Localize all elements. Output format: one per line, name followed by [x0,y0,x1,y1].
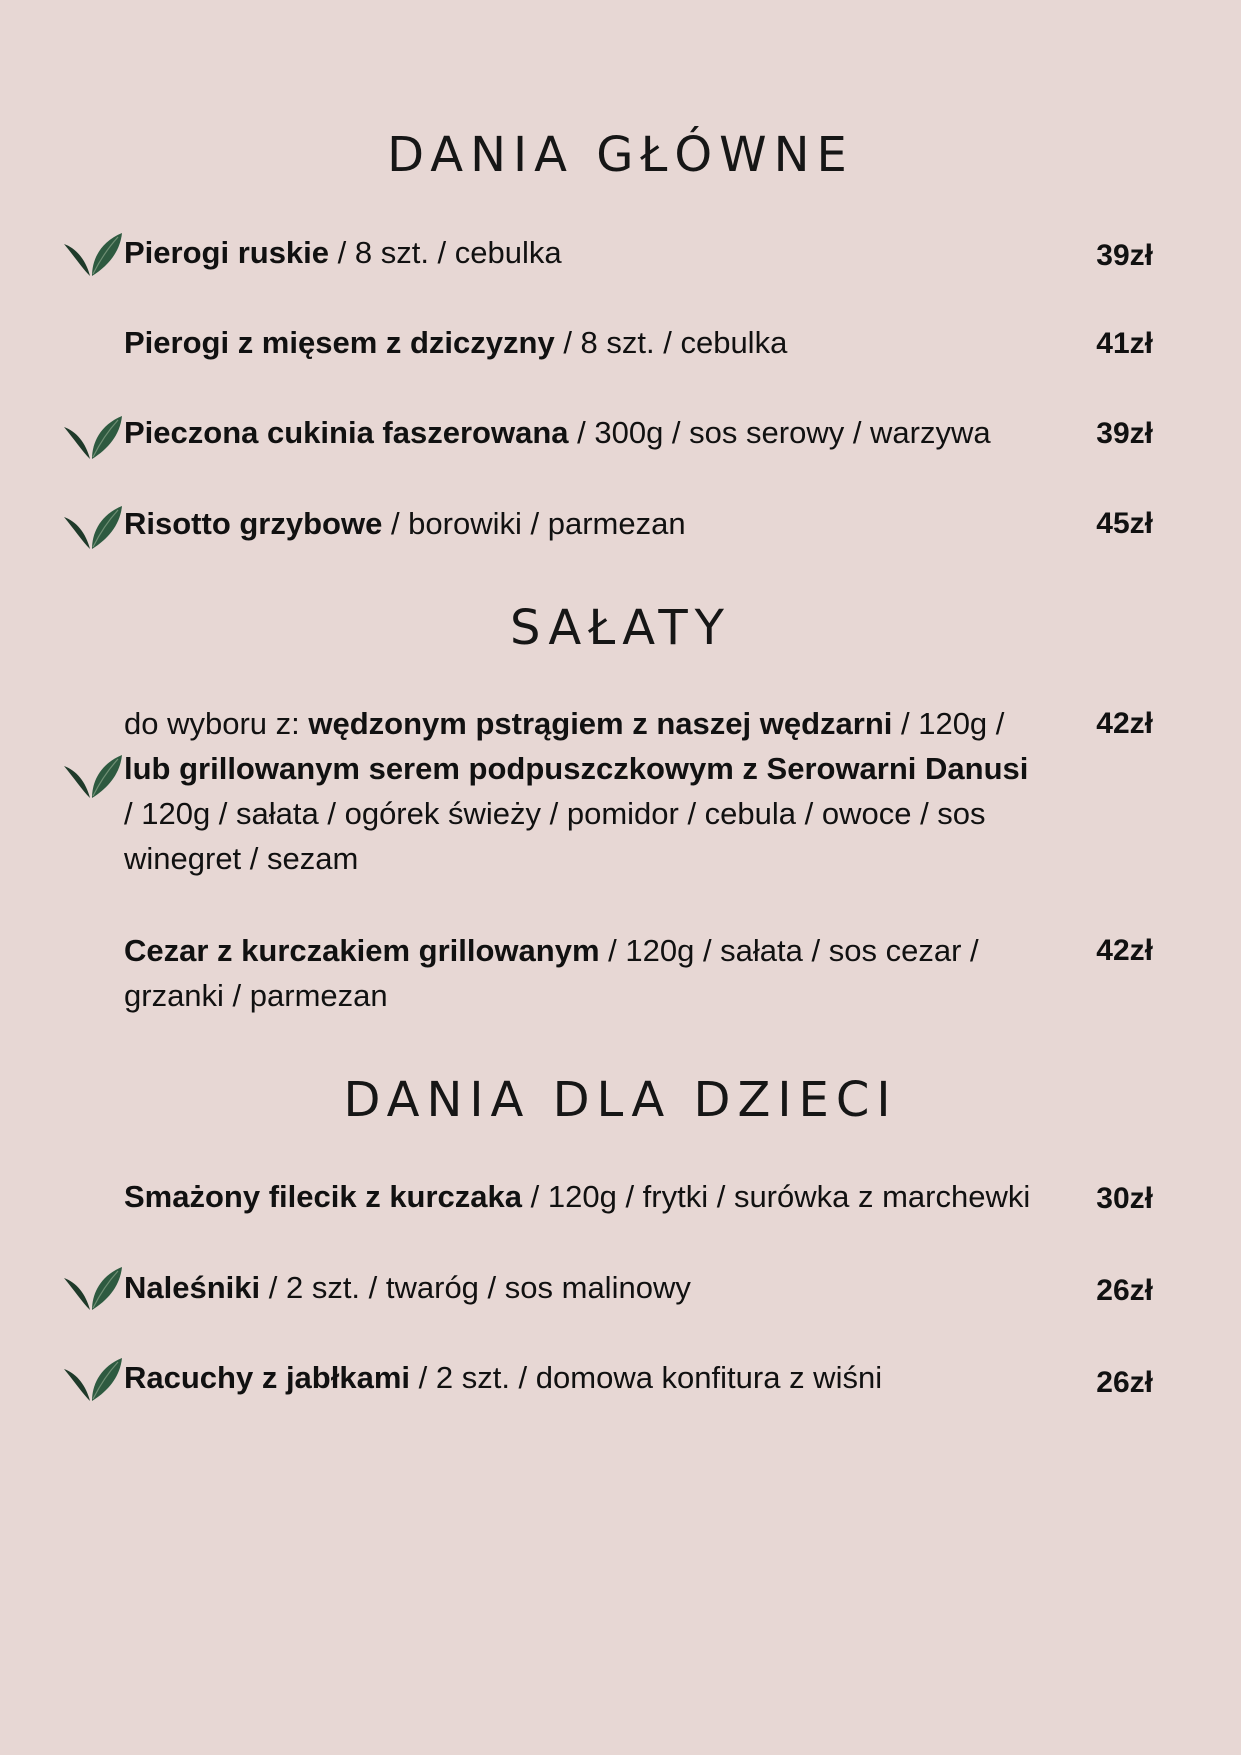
item-desc: / 120g / sałata / sos cezar / grzanki / parmezan [124,933,979,1013]
leaf-icon [62,503,124,551]
menu-item [124,410,1034,455]
leaf-icon [62,1355,124,1403]
item-price: 30zł [1096,1182,1153,1215]
section-title-kids: DANIA DLA DZIECI [343,1072,898,1128]
item-name: Cezar z kurczakiem grillowanym [124,933,600,968]
menu-item [124,230,1034,275]
item-price: 39zł [1096,417,1153,450]
menu-item [124,320,1034,365]
item-desc: / 2 szt. / domowa konfitura z wiśni [410,1360,883,1395]
item-name: wędzonym pstrągiem z naszej wędzarni [308,706,893,741]
menu-item [124,1265,1034,1310]
menu-item [124,1355,1034,1400]
leaf-icon [62,230,124,278]
section-title-salads: SAŁATY [510,600,731,656]
item-price: 39zł [1096,239,1153,272]
leaf-icon [62,1264,124,1312]
leaf-icon [62,413,124,461]
item-name: lub grillowanym serem podpuszczkowym z Serowarni Danusi [124,751,1029,786]
section-title-main-dishes: DANIA GŁÓWNE [387,127,854,183]
item-name: Pierogi z mięsem z dziczyzny [124,325,555,360]
item-desc: do wyboru z: [124,706,309,741]
item-desc: / 8 szt. / cebulka [329,235,562,270]
item-desc: / 120g / sałata / ogórek świeży / pomidor / cebula / owoce / sos winegret / sezam [124,796,986,876]
leaf-icon [62,752,124,800]
item-desc: / 300g / sos serowy / warzywa [568,415,991,450]
menu-item [124,1174,1034,1219]
item-name: Racuchy z jabłkami [124,1360,411,1395]
item-name: Pieczona cukinia faszerowana [124,415,569,450]
item-desc: / 8 szt. / cebulka [554,325,788,360]
item-desc: / 120g / frytki / surówka z marchewki [522,1179,1031,1214]
item-price: 26zł [1096,1274,1153,1307]
item-name: Naleśniki [124,1270,261,1305]
item-desc: / 120g / [892,706,1005,741]
item-name: Smażony filecik z kurczaka [124,1179,523,1214]
item-price: 41zł [1096,327,1153,360]
menu-item [124,501,1034,546]
item-price: 42zł [1096,707,1153,740]
item-name: Pierogi ruskie [124,235,330,270]
item-name: Risotto grzybowe [124,506,383,541]
item-desc: / 2 szt. / twaróg / sos malinowy [260,1270,691,1305]
item-desc: / borowiki / parmezan [382,506,686,541]
menu-item [124,701,1044,881]
item-price: 26zł [1096,1366,1153,1399]
item-price: 42zł [1096,934,1153,967]
item-price: 45zł [1096,507,1153,540]
menu-item [124,928,984,1018]
